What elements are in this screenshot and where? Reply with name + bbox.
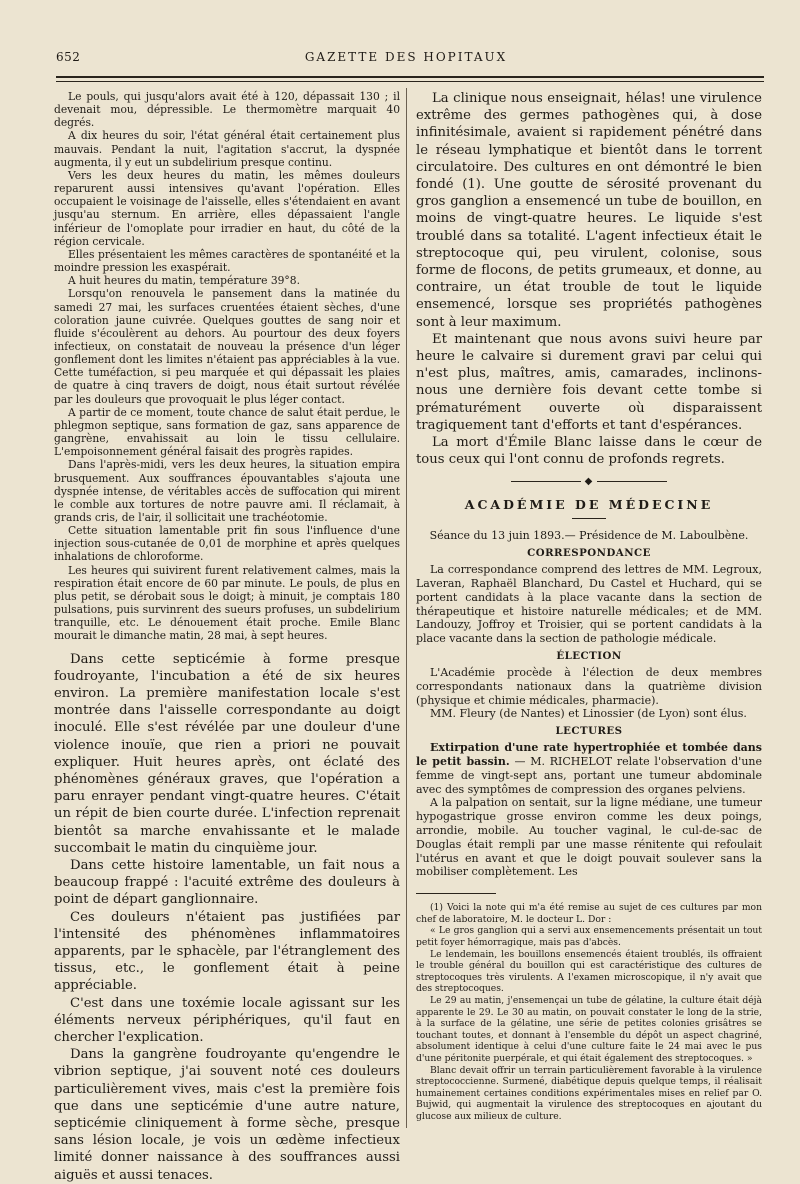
footnote-paragraph: (1) Voici la note qui m'a été remise au sujet de ces cultures par mon chef de laboratoire, M. le docteur L. Dor : (416, 902, 762, 925)
column-separator (406, 88, 407, 1128)
page-header (56, 50, 756, 74)
paragraph (416, 741, 762, 796)
footnote-paragraph: Blanc devait offrir un terrain particulièrement favorable à la virulence streptococcienne. Surmené, diabétique depuis quelque temps, il réalisait humainement certaines conditions expérimentales mises en relief par O. Bujwid, qui augmentait la virulence des streptocoques en ajoutant du glucose aux milieux de culture. (416, 1064, 762, 1122)
paragraph: A la palpation on sentait, sur la ligne médiane, une tumeur hypogastrique grosse environ comme les deux poings, arrondie, mobile. Au toucher vaginal, le cul-de-sac de Douglas était rempli par une masse rénitente qui refoulait l'utérus en avant et que le doigt pouvait soulever sans la mobiliser complètement. Les (416, 796, 762, 879)
paragraph: A huit heures du matin, température 39°8. (68, 274, 300, 288)
footnote-paragraph: « Le gros ganglion qui a servi aux ensemencements présentait un tout petit foyer hémorragique, mais pas d'abcès. (416, 925, 762, 948)
paragraph: Lorsqu'on renouvela le pansement dans la matinée du samedi 27 mai, les surfaces cruentées étaient sèches, d'une coloration jaune cuivrée. Quelques gouttes de sang noir et fluide s'écoulèrent au dehors. Au pourtour des deux foyers infectieux, on constatait de nouveau la présence d'un léger gonflement dont les limites n'étaient pas appréciables à la vue. Cette tuméfaction, si peu marquée et qui dépassait les plaies de quatre à cinq travers de doigt, nous était surtout révélée par les douleurs que provoquait le plus léger contact. (54, 287, 400, 406)
paragraph: Et maintenant que nous avons suivi heure par heure le calvaire si durement gravi par celui qui n'est plus, maîtres, amis, camarades, inclinons-nous une dernière fois devant cette tombe si prématurément ouverte où disparaissent tragiquement tant d'efforts et tant d'espérances. (416, 331, 762, 433)
lecture-title: Extirpation d'une rate hypertrophiée et tombée dans le petit bassin. (416, 741, 762, 769)
paragraph: Dans cette histoire lamentable, un fait nous a beaucoup frappé : l'acuité extrême des douleurs à point de départ ganglionnaire. (54, 858, 400, 908)
footnote-rule (416, 893, 496, 894)
paragraph: Dans la gangrène foudroyante qu'engendre le vibrion septique, j'ai souvent noté ces douleurs particulièrement vives, mais c'est la première fois que dans une septicémie d'une autre nature, septicémie cliniquement à forme sèche, presque sans lésion locale, je vois un œdème infectieux limité donner naissance à des souffrances aussi aiguës et aussi tenaces. (54, 1047, 400, 1183)
paragraph: A partir de ce moment, toute chance de salut était perdue, le phlegmon septique, sans formation de gaz, sans apparence de gangrène, envahissait au loin le tissu cellulaire. L'empoisonnement général faisait des progrès rapides. (54, 405, 400, 459)
correspondance-heading: CORRESPONDANCE (527, 547, 651, 560)
header-rule-thin (56, 81, 764, 82)
paragraph: Vers les deux heures du matin, les mêmes douleurs reparurent aussi intensives qu'avant l'opération. Elles occupaient le voisinage de l'aisselle, elles s'étendaient en avant jusqu'au sternum. En arrière, elles dépassaient l'angle inférieur de l'omoplate pour irradier en haut, du côté de la région cervicale. (54, 168, 400, 248)
paragraph: Ces douleurs n'étaient pas justifiées par l'intensité des phénomènes inflammatoires apparents, par le sphacèle, par l'étranglement des tissus, etc., le gonflement était à peine appréciable. (54, 909, 400, 994)
seance-line: Séance du 13 juin 1893.— Présidence de M. Laboulbène. (429, 529, 749, 543)
paragraph: Cette situation lamentable prit fin sous l'influence d'une injection sous-cutanée de 0,01 de morphine et après quelques inhalations de chloroforme. (54, 524, 400, 564)
paragraph: Les heures qui suivirent furent relativement calmes, mais la respiration était encore de 60 par minute. Le pouls, de plus en plus petit, se dérobait sous le doigt; à minuit, je comptais 180 pulsations, puis survinrent des sueurs profuses, un subdelirium tranquille, etc. Le dénouement était proche. Emile Blanc mourait le dimanche matin, 28 mai, à sept heures. (54, 563, 400, 643)
paragraph: Le pouls, qui jusqu'alors avait été à 120, dépassait 130 ; il devenait mou, dépressible. Le thermomètre marquait 40 degrés. (54, 90, 400, 130)
paragraph: C'est dans une toxémie locale agissant sur les éléments nerveux périphériques, qu'il faut en chercher l'explication. (54, 995, 400, 1046)
section-ornament: ◆ (416, 476, 762, 487)
section-title: ACADÉMIE DE MÉDECINE (464, 497, 714, 513)
footnote-paragraph: Le lendemain, les bouillons ensemencés étaient troublés, ils offraient le trouble général du bouillon qui est caractéristique des cultures de streptocoques très virulents. A l'examen microscopique, il n'y avait que des streptocoques. (416, 948, 762, 995)
paragraph: Elles présentaient les mêmes caractères de spontanéité et la moindre pression les exaspérait. (54, 247, 400, 275)
paragraph: A dix heures du soir, l'état général était certainement plus mauvais. Pendant la nuit, l'agitation s'accrut, la dyspnée augmenta, il y eut un subdelirium presque continu. (54, 129, 400, 169)
paragraph: Dans cette septicémie à forme presque foudroyante, l'incubation a été de six heures environ. La première manifestation locale s'est montrée dans l'aisselle correspondante au doigt inoculé. Elle s'est révélée par une douleur d'une violence inouïe, que rien a priori ne pouvait expliquer. Huit heures après, ont éclaté des phénomènes généraux graves, que l'opération a paru enrayer pendant vingt-quatre heures. C'était un répit de bien courte durée. L'infection reprenait bientôt sa marche envahissante et le malade succombait le matin du cinquième jour. (54, 651, 400, 856)
paragraph: MM. Fleury (de Nantes) et Linossier (de Lyon) sont élus. (430, 707, 747, 721)
case-commentary-large (54, 651, 400, 1184)
paragraph: La correspondance comprend des lettres de MM. Legroux, Laveran, Raphaël Blanchard, Du Castel et Huchard, qui se portent candidats à la place vacante dans la section de thérapeutique et histoire naturelle médicales; et de MM. Landouzy, Joffroy et Troisier, qui se portent candidats à la place vacante dans la section de pathologie médicale. (416, 563, 762, 646)
journal-title: GAZETTE DES HOPITAUX (304, 50, 508, 64)
lecture-text: — M. RICHELOT relate l'observation d'une femme de vingt-sept ans, portant une tumeur abdominale avec des symptômes de compression des organes pelviens. (416, 755, 762, 796)
eulogy-text (416, 90, 762, 468)
header-rule (56, 76, 764, 78)
right-column (416, 90, 762, 1122)
title-underline (572, 518, 606, 519)
page-number: 652 (56, 50, 81, 64)
paragraph: La mort d'Émile Blanc laisse dans le cœur de tous ceux qui l'ont connu de profonds regrets. (416, 435, 762, 468)
paragraph: Dans l'après-midi, vers les deux heures, la situation empira brusquement. Aux souffrances épouvantables s'ajouta une dyspnée intense, de véritables accès de suffocation qui mirent le comble aux tortures de notre pauvre ami. Il réclamait, à grands cris, de l'air, il sollicitait une trachéotomie. (54, 458, 400, 524)
paragraph: La clinique nous enseignait, hélas! une virulence extrême des germes pathogènes qui, à dose infinitésimale, avaient si rapidement pénétré dans le réseau lymphatique et bientôt dans le torrent circulatoire. Des cultures en ont démontré le bien fondé (1). Une goutte de sérosité provenant du gros ganglion a ensemencé un tube de bouillon, en moins de vingt-quatre heures. Le liquide s'est troublé dans sa totalité. L'agent infectieux était le streptocoque qui, peu virulent, colonise, sous forme de flocons, de petits grumeaux, et donne, au contraire, un état trouble de tout le liquide ensemencé, lorsque ses propriétés pathogènes sont à leur maximum. (416, 91, 762, 330)
academie-report (416, 529, 762, 879)
paragraph: L'Académie procède à l'élection de deux membres correspondants nationaux dans la quatrième division (physique et chimie médicales, pharmacie). (416, 666, 762, 707)
left-column (54, 90, 400, 1184)
footnote-paragraph: Le 29 au matin, j'ensemençai un tube de gélatine, la culture était déjà apparente le 29. Le 30 au matin, on pouvait constater le long de la strie, à la surface de la gélatine, une série de petites colonies grisâtres se touchant toutes, et donnant à l'ensemble du dépôt un aspect chagriné, absolument identique à celui d'une culture faite le 24 mai avec le pus d'une péritonite puerpérale, et qui était également des streptocoques. » (416, 994, 762, 1064)
lectures-heading: LECTURES (555, 725, 623, 738)
case-narrative-small (54, 90, 400, 643)
footnote (416, 902, 762, 1122)
election-heading: ÉLECTION (556, 650, 622, 663)
